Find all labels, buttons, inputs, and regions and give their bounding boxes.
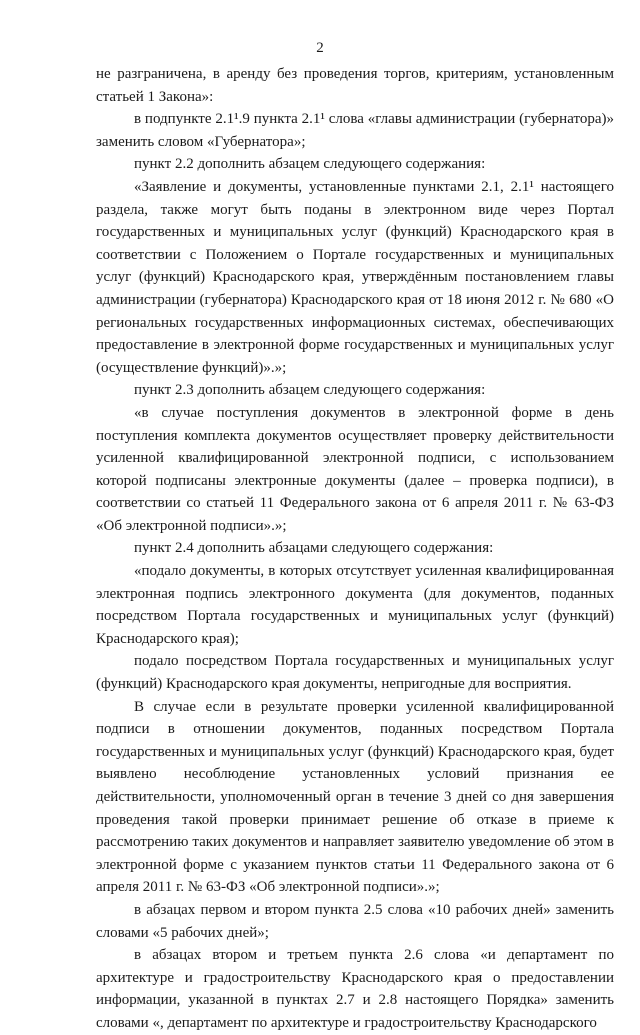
paragraph-1: не разграничена, в аренду без проведения торгов, критериям, установленным статьей 1 Закона»: bbox=[96, 66, 614, 105]
document-body bbox=[96, 63, 614, 1035]
paragraph-5: пункт 2.3 дополнить абзацем следующего содержания: bbox=[134, 382, 486, 399]
paragraph-7: пункт 2.4 дополнить абзацами следующего содержания: bbox=[134, 540, 494, 557]
paragraph-9: подало посредством Портала государственных и муниципальных услуг (функций) Краснодарского края документы, непригодные для восприятия. bbox=[96, 653, 614, 693]
paragraph-11: в абзацах первом и втором пункта 2.5 слова «10 рабочих дней» заменить словами «5 рабочих дней»; bbox=[96, 901, 614, 941]
paragraph-8: «подало документы, в которых отсутствует усиленная квалифицированная электронная подпись электронного документа (для документов, поданных посредством Портала государственных и муниципальных услуг (функций) Краснодарского края); bbox=[96, 563, 614, 647]
paragraph-12: в абзацах втором и третьем пункта 2.6 слова «и департамент по архитектуре и градостроительству Краснодарского края о предоставлении информации, указанной в пунктах 2.7 и 2.8 настоящего Порядка» заменить словами «, департамент по архитектуре и градостроительству Краснодарского bbox=[96, 947, 614, 1031]
paragraph-6: «в случае поступления документов в электронной форме в день поступления комплекта документов осуществляет проверку действительности усиленной квалифицированной электронной подписи, с использованием которой подписаны электронные документы (далее – проверка подписи), в соответствии со статьей 11 Федерального закона от 6 апреля 2011 г. № 63-ФЗ «Об электронной подписи».»; bbox=[96, 404, 614, 534]
paragraph-4: «Заявление и документы, установленные пунктами 2.1, 2.1¹ настоящего раздела, также могут быть поданы в электронном виде через Портал государственных и муниципальных услуг (функций) Краснодарского края в соответствии с Положением о Портале государственных и муниципальных услуг (функций) Краснодарского края, утверждённым постановлением главы администрации (губернатора) Краснодарского края от 18 июня 2012 г. № 680 «О региональных государственных информационных системах, обеспечивающих предоставление в электронной форме государственных и муниципальных услуг (осуществление функций)».»; bbox=[96, 178, 614, 376]
paragraph-10: В случае если в результате проверки усиленной квалифицированной подписи в отношении документов, поданных посредством Портала государственных и муниципальных услуг (функций) Краснодарского края, будет выявлено несоблюдение установленных условий признания ее действительности, уполномоченный орган в течение 3 дней со дня завершения проведения такой проверки принимает решение об отказе в приеме к рассмотрению таких документов и направляет заявителю уведомление об этом в электронной форме с указанием пунктов статьи 11 Федерального закона от 6 апреля 2011 г. № 63-ФЗ «Об электронной подписи».»; bbox=[96, 698, 614, 896]
paragraph-3: пункт 2.2 дополнить абзацем следующего содержания: bbox=[134, 156, 486, 173]
page-number: 2 bbox=[316, 40, 324, 56]
paragraph-2: в подпункте 2.1¹.9 пункта 2.1¹ слова «главы администрации (губернатора)» заменить словом «Губернатора»; bbox=[96, 111, 614, 150]
